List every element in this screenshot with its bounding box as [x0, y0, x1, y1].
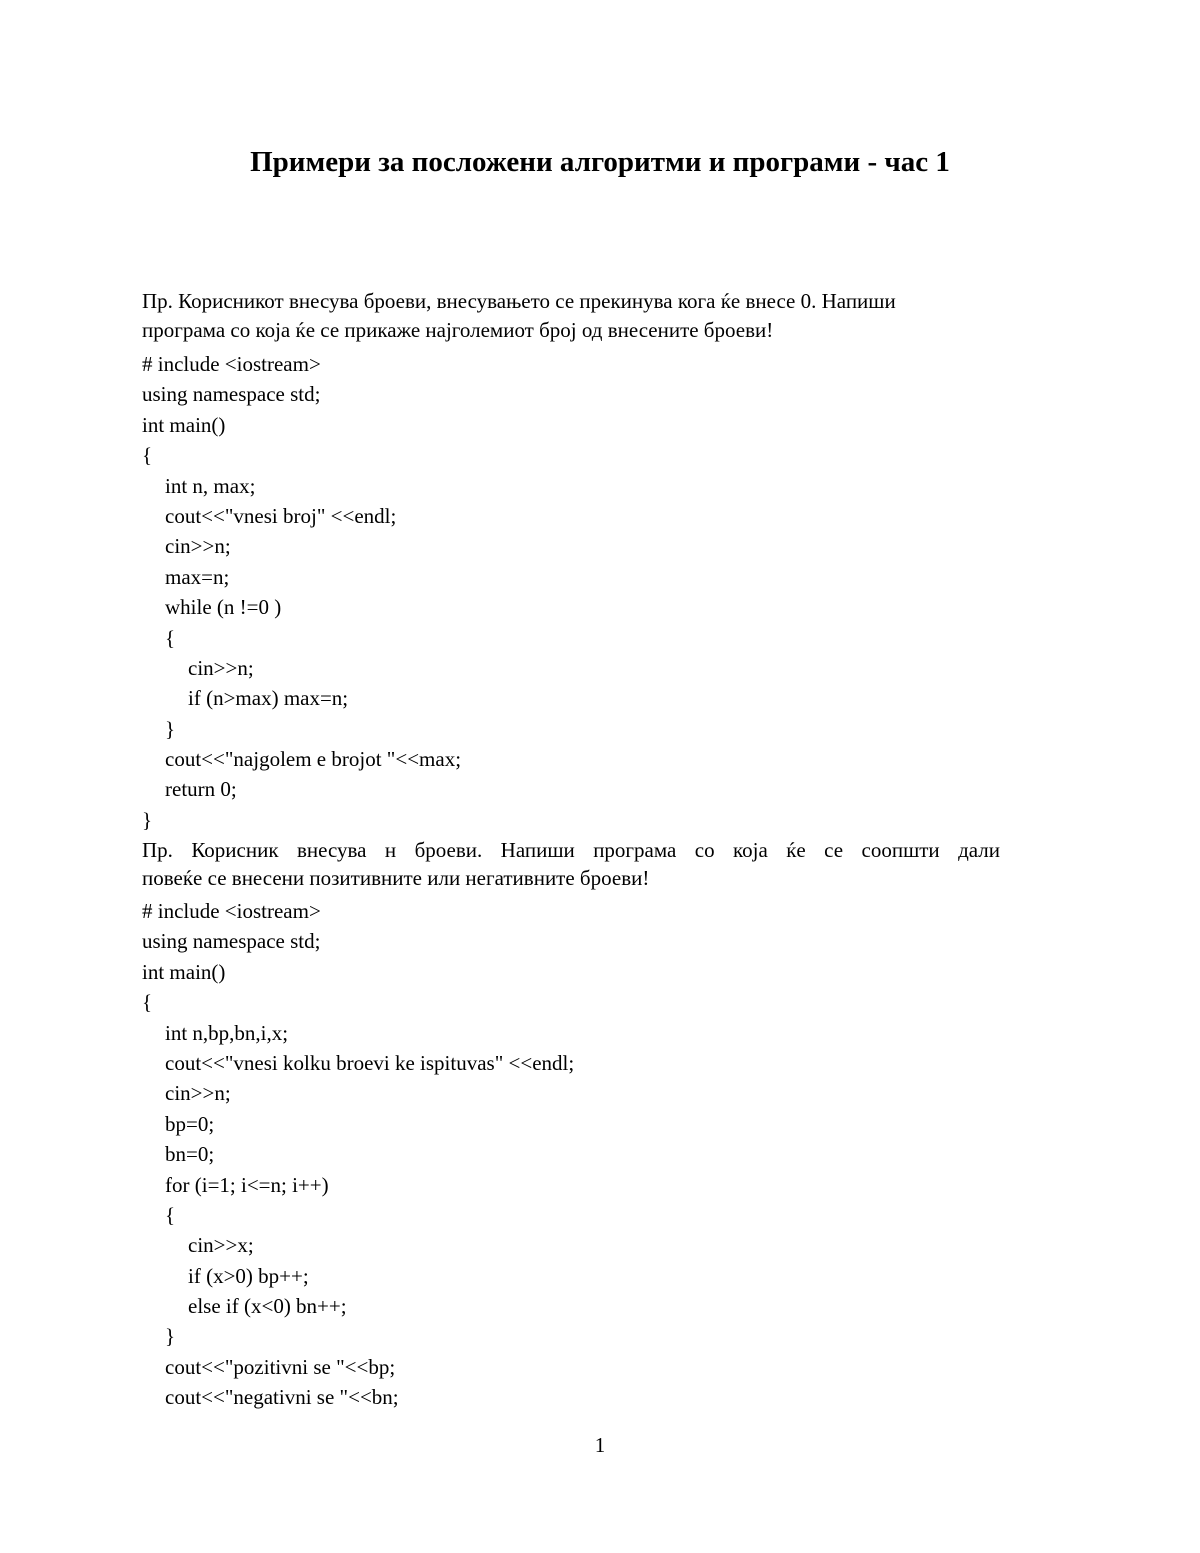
example-2-task: [142, 836, 1000, 892]
code-line: return 0;: [165, 777, 237, 802]
code-line: cout<<"pozitivni se "<<bp;: [165, 1354, 396, 1379]
example-2-task-line: Пр. Корисник внесува н броеви. Напиши програма со која ќе се соопшти дали: [142, 838, 1000, 862]
code-line: cin>>x;: [188, 1233, 254, 1258]
code-line: {: [165, 1202, 176, 1227]
code-line: cin>>n;: [165, 534, 231, 559]
code-line: if (x>0) bp++;: [188, 1263, 309, 1288]
code-line: bp=0;: [165, 1111, 215, 1136]
code-line: }: [165, 716, 176, 741]
example-2: [142, 836, 1000, 1413]
code-line: int n, max;: [165, 473, 256, 498]
code-line: cout<<"najgolem e brojot "<<max;: [165, 747, 462, 772]
code-line: int n,bp,bn,i,x;: [165, 1020, 289, 1045]
example-2-code: [142, 896, 1000, 1413]
code-line: cout<<"vnesi kolku broevi ke ispituvas" <<endl;: [165, 1050, 575, 1075]
code-line: bn=0;: [165, 1142, 215, 1167]
code-line: }: [142, 807, 153, 832]
document-title: Примери за посложени алгоритми и програми - час 1: [250, 146, 950, 178]
example-1-task: [142, 286, 1000, 345]
example-1-task-line: Пр. Корисникот внесува броеви, внесувањето се прекинува кога ќе внесе 0. Напиши: [142, 289, 896, 313]
code-line: else if (x<0) bn++;: [188, 1294, 347, 1319]
code-line: # include <iostream>: [142, 899, 321, 923]
code-line: int main(): [142, 959, 226, 984]
code-line: for (i=1; i<=n; i++): [165, 1172, 329, 1197]
code-line: while (n !=0 ): [165, 595, 282, 620]
code-line: {: [142, 443, 153, 468]
code-line: {: [165, 625, 176, 650]
example-1-task-line: програма со која ќе се прикаже најголемиот број од внесените броеви!: [142, 318, 774, 342]
code-line: max=n;: [165, 564, 230, 589]
example-2-task-line: повеќе се внесени позитивните или негативните броеви!: [142, 866, 650, 890]
example-1-code: [142, 349, 1000, 835]
page-number: 1: [594, 1433, 606, 1457]
code-line: cin>>n;: [165, 1081, 231, 1106]
code-line: # include <iostream>: [142, 352, 321, 376]
code-line: using namespace std;: [142, 382, 321, 407]
code-line: cin>>n;: [188, 655, 254, 680]
code-line: cout<<"vnesi broj" <<endl;: [165, 503, 397, 528]
example-1: [142, 286, 1000, 835]
code-line: cout<<"negativni se "<<bn;: [165, 1385, 399, 1410]
code-line: using namespace std;: [142, 929, 321, 954]
code-line: int main(): [142, 412, 226, 437]
code-line: if (n>max) max=n;: [188, 686, 349, 711]
code-line: {: [142, 990, 153, 1015]
code-line: }: [165, 1324, 176, 1349]
